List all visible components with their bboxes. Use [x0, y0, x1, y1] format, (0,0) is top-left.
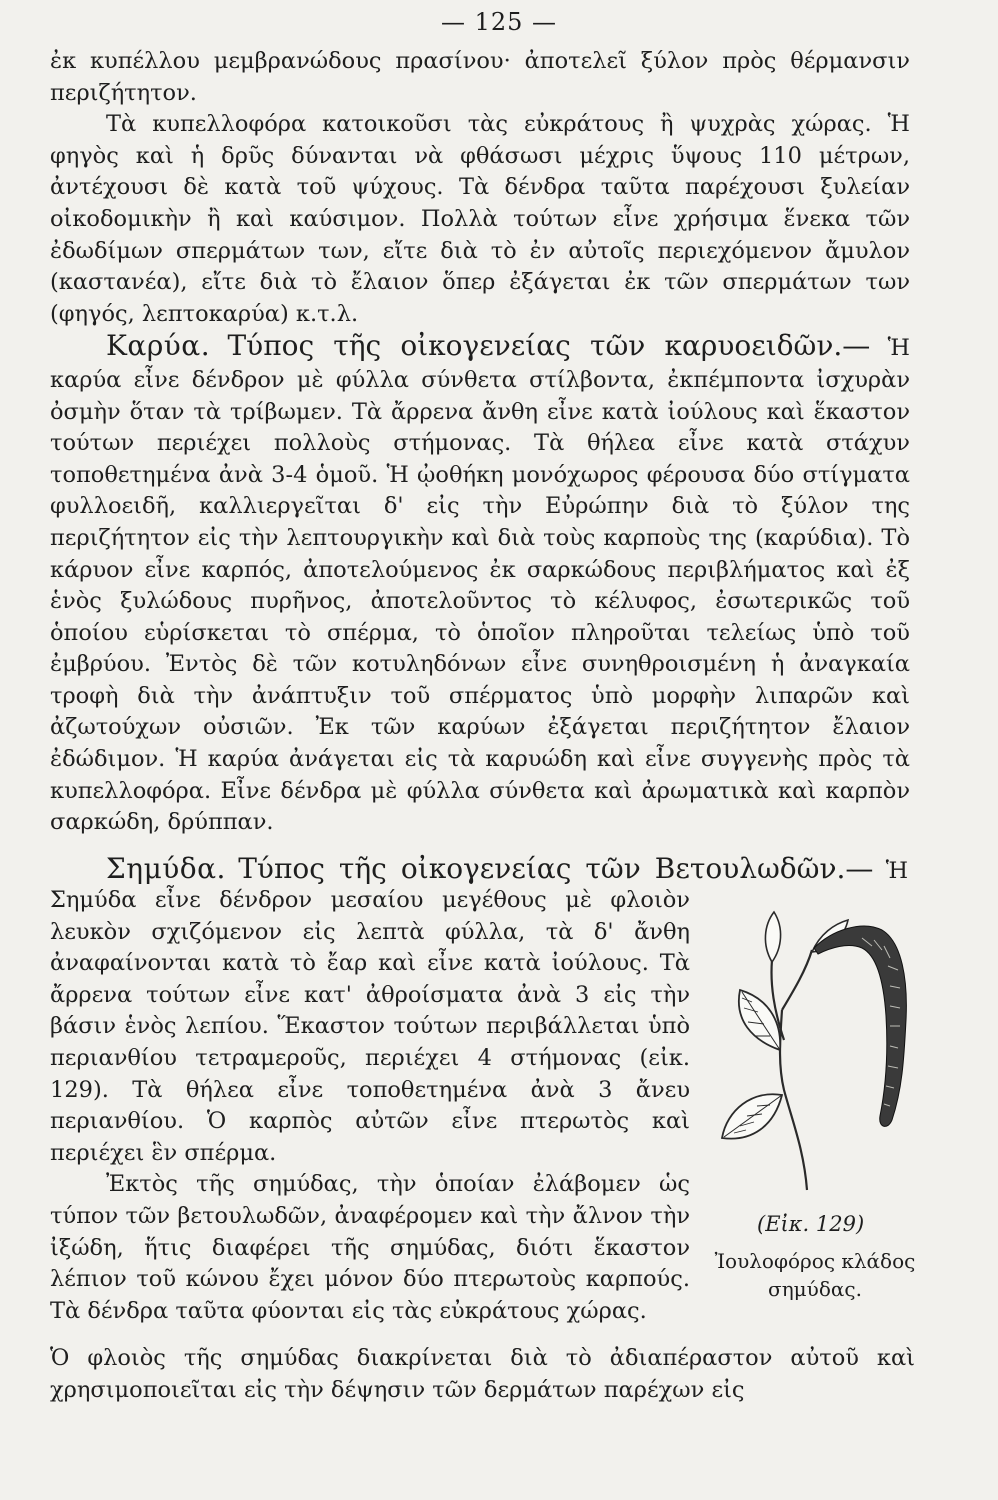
paragraph-birch-head: [50, 853, 908, 888]
paragraph-birch: Σημύδα εἶνε δένδρον μεσαίου μεγέθους μὲ φλοιὸν λευκὸν σχιζόμενον εἰς λεπτὰ φύλλα, τὰ δ' ἄνθη ἀναφαίνονται κατὰ τὸ ἔαρ καὶ εἶνε κατὰ ἰούλους. Τὰ ἄρρενα τούτων εἶνε κατ' ἀθροίσματα ἀνὰ 3 εἰς τὴν βάσιν ἑνὸς λεπίου. Ἕκαστον τούτων περιβάλλεται ὑπὸ περιανθίου τετραμεροῦς, περιέχει 4 στήμονας (εἰκ. 129). Τὰ θήλεα εἶνε τοποθετημένα ἀνὰ 3 ἄνευ περιανθίου. Ὁ καρπὸς αὐτῶν εἶνε πτερωτὸς καὶ περιέχει ἓν σπέρμα.: [50, 887, 690, 1166]
figure-number: (Εἰκ. 129): [757, 1212, 865, 1236]
birch-branch-illustration: [712, 890, 932, 1220]
bark-text: Ὁ φλοιὸς τῆς σημύδας διακρίνεται διὰ τὸ ἀδιαπέραστον αὐτοῦ καὶ χρησιμοποιεῖται εἰς τὴν δέψησιν τῶν δερμάτων παρέχων εἰς: [50, 1345, 915, 1403]
branch-stem: [772, 950, 813, 1190]
paragraph-continuation: ἐκ κυπέλλου μεμβρανώδους πρασίνου· ἀποτελεῖ ξύλον πρὸς θέρμανσιν περιζήτητον.: [50, 48, 910, 106]
birch-heading-line: [50, 853, 908, 888]
walnut-body: Ἡ καρύα εἶνε δένδρον μὲ φύλλα σύνθετα στίλβοντα, ἐκπέμποντα ἰσχυρὰν ὀσμὴν ὅταν τὰ τρίβωμεν. Τὰ ἄρρενα ἄνθη εἶνε κατὰ ἰούλους καὶ ἕκαστον τούτων περιέχει πολλοὺς στήμονας. Τὰ θήλεα εἶνε κατὰ στάχυν τοποθετημένα ἀνὰ 3-4 ὁμοῦ. Ἡ ᾠοθήκη μονόχωρος φέρουσα δύο στίγματα φυλλοειδῆ, καλλιεργεῖται δ' εἰς τὴν Εὐρώπην διὰ τὸ ξύλον της περιζήτητον εἰς τὴν λεπτουργικὴν καὶ διὰ τοὺς καρποὺς της (καρύδια). Τὸ κάρυον εἶνε καρπός, ἀποτελούμενος ἐκ σαρκώδους περιβλήματος καὶ ἐξ ἑνὸς ξυλώδους πυρῆνος, ἀποτελοῦντος τὸ κέλυφος, ἐσωτερικῶς τοῦ ὁποίου εὑρίσκεται τὸ σπέρμα, τὸ ὁποῖον πληροῦται τελείως ὑπὸ τοῦ ἐμβρύου. Ἐντὸς δὲ τῶν κοτυληδόνων εἶνε συνηθροισμένη ἡ ἀναγκαία τροφὴ διὰ τὴν ἀνάπτυξιν τοῦ σπέρματος ὑπὸ μορφὴν λιπαρῶν καὶ ἀζωτούχων οὐσιῶν. Ἐκ τῶν καρύων ἐξάγεται περιζήτητον ἔλαιον ἐδώδιμον. Ἡ καρύα ἀνάγεται εἰς τὰ καρυώδη καὶ εἶνε συγγενὴς πρὸς τὰ κυπελλοφόρα. Εἶνε δένδρα μὲ φύλλα σύνθετα καὶ ἀρωματικὰ καὶ καρπὸν σαρκώδη, δρύππαν.: [50, 335, 910, 836]
paragraph-alder: Ἐκτὸς τῆς σημύδας, τὴν ὁποίαν ἐλάβομεν ὡς τύπον τῶν βετουλωδῶν, ἀναφέρομεν καὶ τὴν ἄλνον τὴν ἰξώδη, ἥτις διαφέρει τῆς σημύδας, διότι ἕκαστον λέπιον τοῦ κώνου ἔχει μόνον δύο πτερωτοὺς καρπούς. Τὰ δένδρα ταῦτα φύονται εἰς τὰς εὐκράτους χώρας.: [50, 1171, 690, 1324]
family-heading-birch: Τύπος τῆς οἰκογενείας τῶν Βετουλωδῶν.—: [238, 852, 874, 885]
paragraph-bark: [50, 1343, 915, 1406]
birch-text-column: [50, 885, 690, 1327]
section-heading-walnut: Καρύα.: [106, 329, 211, 363]
birch-first-word: Ἡ: [885, 858, 909, 884]
family-heading-walnut: Τύπος τῆς οἰκογενείας τῶν καρυοειδῶν.—: [227, 329, 871, 363]
paragraph-cupuliferae: Τὰ κυπελλοφόρα κατοικοῦσι τὰς εὐκράτους ἢ ψυχρὰς χώρας. Ἡ φηγὸς καὶ ἡ δρῦς δύνανται νὰ φθάσωσι μέχρις ὕψους 110 μέτρων, ἀντέχουσι δὲ κατὰ τοῦ ψύχους. Τὰ δένδρα ταῦτα παρέχουσι ξυλείαν οἰκοδομικὴν ἢ καὶ καύσιμον. Πολλὰ τούτων εἶνε χρήσιμα ἕνεκα τῶν ἐδωδίμων σπερμάτων των, εἴτε διὰ τὸ ἐν αὐτοῖς περιεχόμενον ἄμυλον (καστανέα), εἴτε διὰ τὸ ἔλαιον ὅπερ ἐξάγεται ἐκ τῶν σπερμάτων των (φηγός, λεπτοκαρύα) κ.τ.λ.: [50, 111, 910, 327]
section-heading-birch: Σημύδα.: [106, 852, 226, 885]
page-number: — 125 —: [440, 8, 558, 36]
main-text: [50, 46, 910, 839]
figure-caption: Ἰουλοφόρος κλάδος σημύδας.: [714, 1249, 916, 1301]
paragraph-walnut: [50, 330, 910, 839]
leaf-lower: [722, 1094, 782, 1138]
